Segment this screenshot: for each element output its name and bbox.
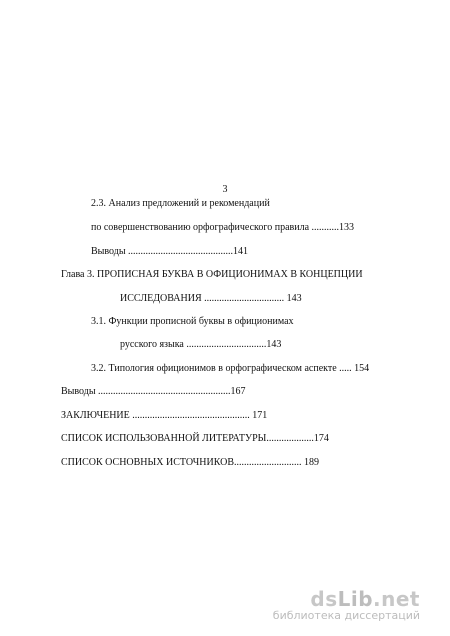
toc-entry-2-3: 2.3. Анализ предложений и рекомендаций [91, 198, 270, 209]
toc-entry-2-3-cont: по совершенствованию орфографического правила ...........133 [91, 222, 355, 233]
dslib-subtitle: библиотека диссертаций [272, 609, 420, 622]
dslib-logo: dsLib.net [310, 587, 420, 611]
toc-entry-conclusions-ch2: Выводы ..........................................141 [91, 246, 249, 257]
toc-entry-3-1: 3.1. Функции прописной буквы в официонимах [91, 316, 294, 327]
toc-entry-chapter-3: Глава 3. ПРОПИСНАЯ БУКВА В ОФИЦИОНИМАХ В КОНЦЕПЦИИ [61, 269, 363, 280]
toc-entry-3-2: 3.2. Типология официонимов в орфографическом аспекте ..... 154 [91, 363, 370, 374]
page-number: 3 [222, 184, 228, 195]
toc-entry-conclusion: ЗАКЛЮЧЕНИЕ ............................................... 171 [61, 410, 268, 421]
toc-entry-conclusions-ch3: Выводы .....................................................167 [61, 386, 246, 397]
dslib-watermark [273, 587, 420, 622]
toc-entry-sources: СПИСОК ОСНОВНЫХ ИСТОЧНИКОВ........................... 189 [61, 457, 320, 468]
toc-entry-3-1-cont: русского языка ................................143 [120, 339, 282, 350]
toc-entry-chapter-3-cont: ИССЛЕДОВАНИЯ ................................ 143 [120, 293, 302, 304]
toc-entry-bibliography: СПИСОК ИСПОЛЬЗОВАННОЙ ЛИТЕРАТУРЫ...................174 [61, 433, 329, 444]
